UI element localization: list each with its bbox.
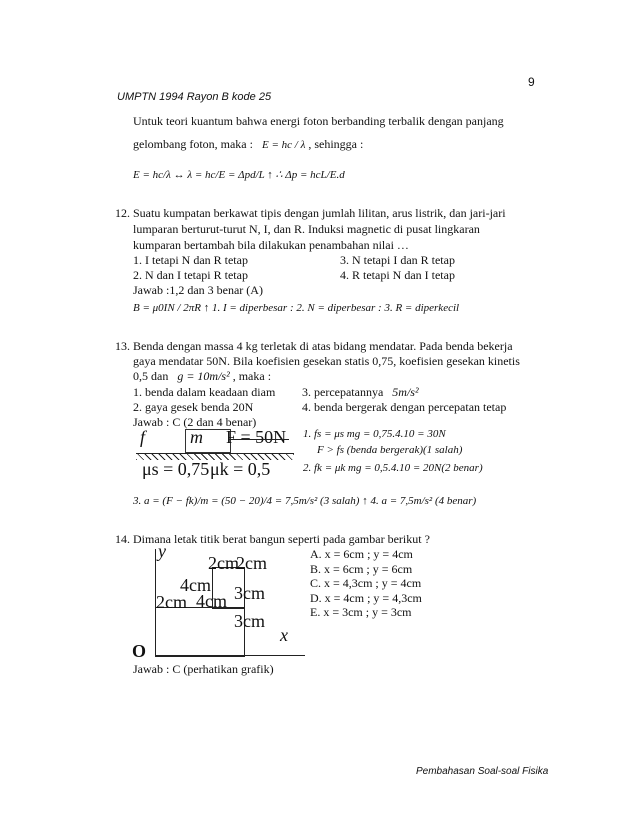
q14-number: 14. [115,532,130,546]
q13-option-1: 1. benda dalam keadaan diam [133,385,276,399]
q14-option-c: C. x = 4,3cm ; y = 4cm [310,576,422,590]
q12-text-line1: Suatu kumpatan berkawat tipis dengan jumlah lilitan, arus listrik, dan jari-jari [133,206,506,220]
q13-line3-suffix: , maka : [232,369,272,383]
q13-step3: 3. a = (F − fk)/m = (50 − 20)/4 = 7,5m/s² (3 salah) ↑ 4. a = 7,5m/s² (4 benar) [133,495,477,507]
intro-line2-prefix: gelombang foton, maka : [133,137,253,151]
q14-option-a: A. x = 6cm ; y = 4cm [310,547,413,561]
q13-answer: Jawab : C (2 dan 4 benar) [133,415,257,429]
q13-option-3-prefix: 3. percepatannya [302,385,384,399]
q13-step1b: F > fs (benda bergerak)(1 salah) [317,444,463,456]
dim-4cm-low: 4cm [196,591,227,611]
source-header: UMPTN 1994 Rayon B kode 25 [117,91,272,103]
static-coefficient-label: μs = 0,75 [142,459,210,479]
q14-option-d: D. x = 4cm ; y = 4,3cm [310,590,422,605]
intro-line2-suffix: , sehingga : [308,137,364,151]
q13-line3-prefix: 0,5 dan [133,369,169,383]
q13-step2: 2. fk = μk mg = 0,5.4.10 = 20N(2 benar) [303,462,483,474]
q14-figure [130,541,310,661]
y-axis-label: y [158,541,166,561]
applied-force-label: F = 50N [226,427,287,447]
dim-4cm-mid: 4cm [180,575,211,595]
q13-number: 13. [115,339,130,353]
q12-number: 12. [115,206,130,220]
page-footer: Pembahasan Soal-soal Fisika [416,766,549,777]
intro-derivation: E = hc/λ ↔ λ = hc/E = Δpd/L ↑ ∴ Δp = hcL/E.d [133,169,345,181]
mass-label: m [190,427,203,447]
force-arrow [229,439,289,440]
dim-2cm-top-a: 2cm [208,553,239,573]
q13-gravity: g = 10m/s² [177,369,230,383]
q13-step1a: 1. fs = μs mg = 0,75.4.10 = 30N [303,428,446,440]
q14-option-b: B. x = 6cm ; y = 6cm [310,561,413,576]
intro-line2 [133,137,363,152]
q13-option-2: 2. gaya gesek benda 20N [133,400,254,414]
q14-option-e: E. x = 3cm ; y = 3cm [310,605,412,619]
q12-option-1: 1. I tetapi N dan R tetap [133,253,248,267]
dim-3cm-mid: 3cm [234,583,265,603]
q12-option-4: 4. R tetapi N dan I tetap [340,268,455,282]
q12-text-line2: lumparan berturut-turut N, I, dan R. Induksi magnetic di pusat lingkaran [133,222,480,236]
q13-option-4: 4. benda bergerak dengan percepatan tetap [302,400,507,414]
q14-answer: Jawab : C (perhatikan grafik) [133,662,274,676]
q13-text-line3 [133,369,271,384]
q13-text-line1: Benda dengan massa 4 kg terletak di atas bidang mendatar. Pada benda bekerja [133,339,513,353]
q12-formula: B = μ0IN / 2πR ↑ 1. I = diperbesar : 2. N = diperbesar : 3. R = diperkecil [133,302,460,314]
q13-force-diagram [130,425,300,483]
origin-label: O [132,641,147,661]
intro-formula: E = hc / λ [261,139,306,151]
q12-answer: Jawab :1,2 dan 3 benar (A) [133,283,263,297]
q13-option-3 [302,385,419,400]
q13-text-line2: gaya mendatar 50N. Bila koefisien gesekan statis 0,75, koefisien gesekan kinetis [133,354,520,368]
q14-options [310,547,422,620]
intro-line1: Untuk teori kuantum bahwa energi foton berbanding terbalik dengan panjang [133,114,504,128]
kinetic-coefficient-label: μk = 0,5 [210,459,271,479]
q12-option-2: 2. N dan I tetapi R tetap [133,268,248,282]
x-axis-label: x [280,625,288,645]
dim-2cm-left: 2cm [156,592,187,612]
q12-option-3: 3. N tetapi I dan R tetap [340,253,455,267]
q13-option-3-value: 5m/s² [392,385,419,399]
q14-text: Dimana letak titik berat bangun seperti pada gambar berikut ? [133,532,430,546]
dim-2cm-top-b: 2cm [236,553,267,573]
friction-label: f [140,427,146,447]
q12-text-line3: kumparan bertambah bila dilakukan penambahan nilai … [133,238,409,252]
dim-3cm-low: 3cm [234,611,265,631]
page-number: 9 [528,75,535,89]
shape-lower-rect [155,607,245,657]
